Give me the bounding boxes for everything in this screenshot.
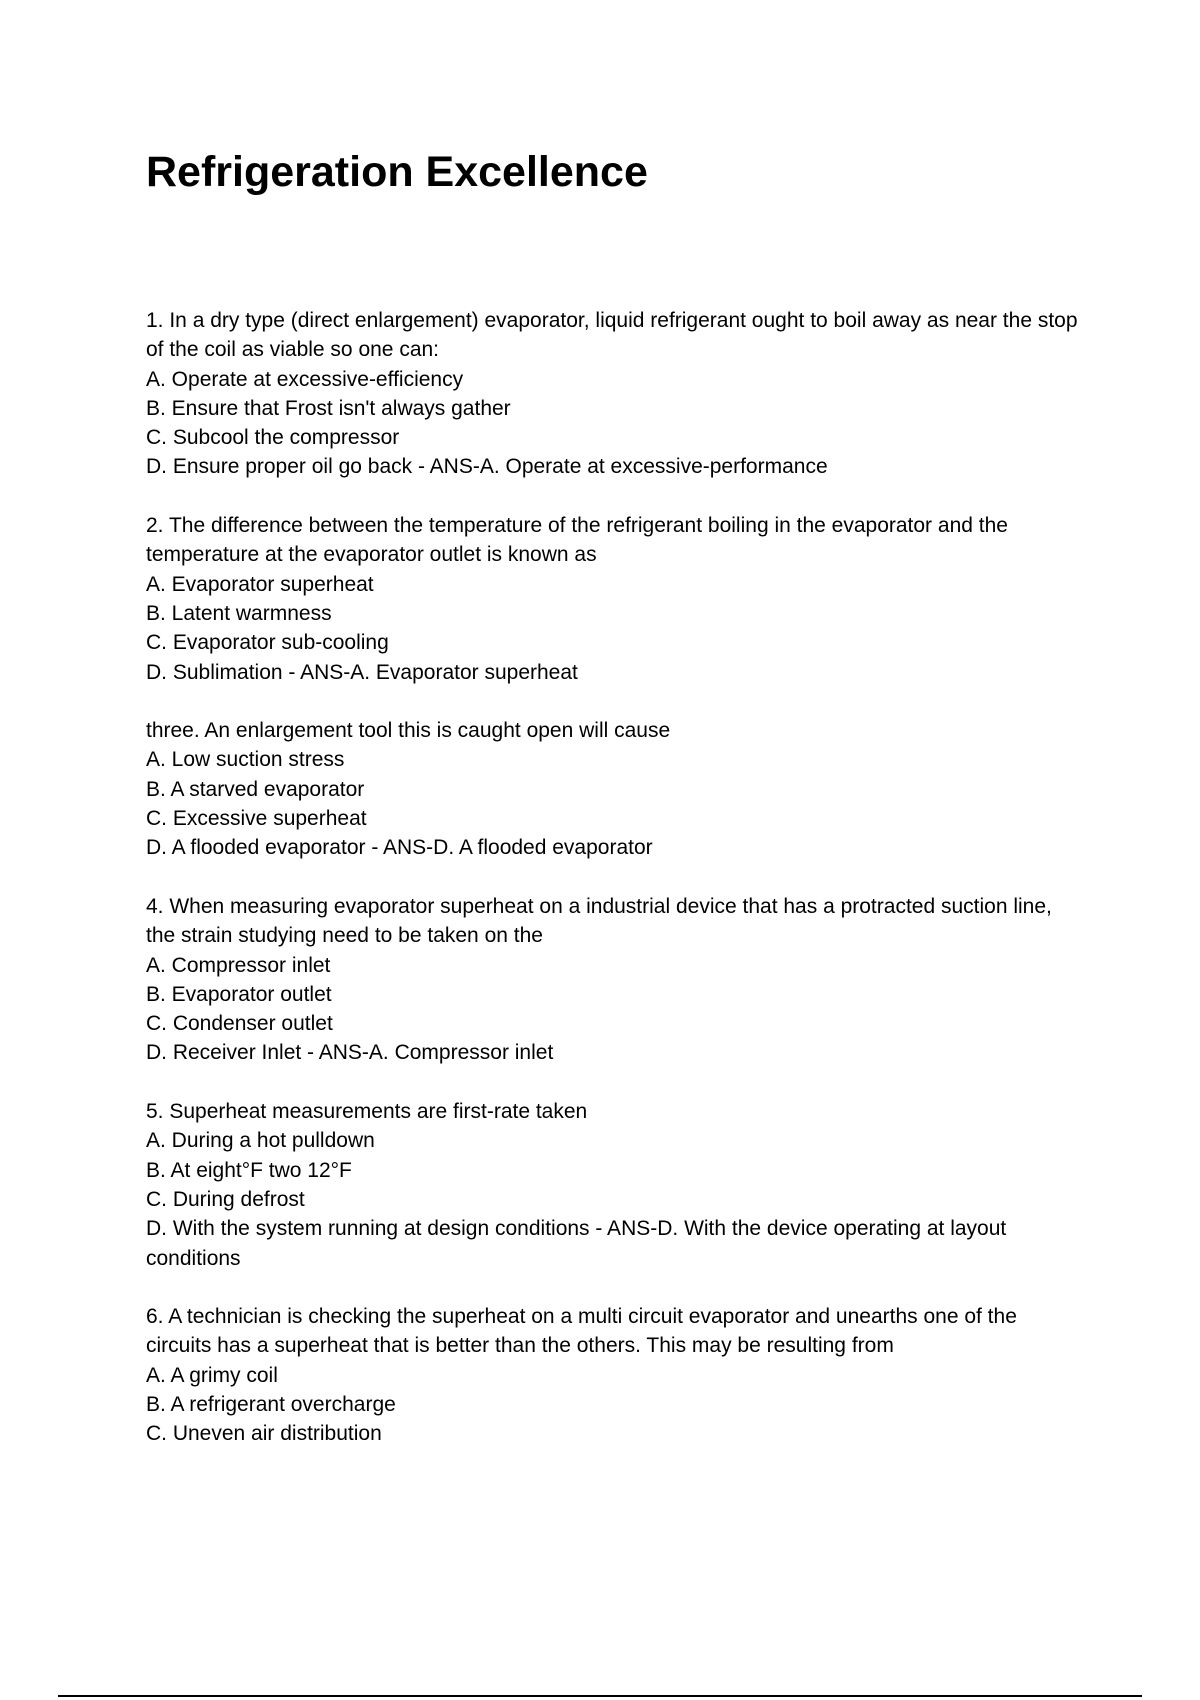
answer-option: A. Low suction stress xyxy=(146,748,345,772)
question-stem: 5. Superheat measurements are first-rate taken xyxy=(146,1100,588,1124)
question-6 xyxy=(146,1302,1086,1448)
question-stem: 2. The difference between the temperature of the refrigerant boiling in the evaporator and the temperature at the evaporator outlet is known as xyxy=(146,514,1008,567)
answer-option: A. Evaporator superheat xyxy=(146,572,374,596)
answer-option: A. During a hot pulldown xyxy=(146,1129,375,1153)
question-5 xyxy=(146,1097,1086,1273)
answer-option: C. Evaporator sub-cooling xyxy=(146,631,389,655)
answer-option: A. A grimy coil xyxy=(146,1363,278,1387)
answer-option: D. Receiver Inlet - ANS-A. Compressor inlet xyxy=(146,1041,554,1065)
answer-option: C. Excessive superheat xyxy=(146,807,367,831)
question-list xyxy=(146,306,1086,1478)
answer-option: C. Condenser outlet xyxy=(146,1012,333,1036)
question-stem: 4. When measuring evaporator superheat on a industrial device that has a protracted suction line, the strain studying need to be taken on the xyxy=(146,894,1052,948)
answer-option: B. At eight°F two 12°F xyxy=(146,1158,352,1182)
question-2 xyxy=(146,511,1086,687)
answer-option: B. Latent warmness xyxy=(146,601,332,625)
answer-option: A. Compressor inlet xyxy=(146,953,331,977)
answer-option: A. Operate at excessive-efficiency xyxy=(146,367,464,391)
document-title: Refrigeration Excellence xyxy=(146,148,648,196)
answer-option: B. Evaporator outlet xyxy=(146,982,332,1006)
footer-divider xyxy=(58,1695,1142,1697)
question-stem: 1. In a dry type (direct enlargement) evaporator, liquid refrigerant ought to boil away as near the stop of the coil as viable so one can: xyxy=(146,309,1078,362)
answer-option: C. During defrost xyxy=(146,1187,305,1211)
answer-option: B. A refrigerant overcharge xyxy=(146,1392,396,1416)
answer-option: D. A flooded evaporator - ANS-D. A flooded evaporator xyxy=(146,836,653,860)
answer-option: D. Sublimation - ANS-A. Evaporator superheat xyxy=(146,660,578,684)
answer-option: D. Ensure proper oil go back - ANS-A. Operate at excessive-performance xyxy=(146,455,828,479)
answer-option: C. Subcool the compressor xyxy=(146,426,400,450)
question-1 xyxy=(146,306,1086,482)
question-4 xyxy=(146,892,1086,1068)
question-3 xyxy=(146,716,1086,862)
answer-option: C. Uneven air distribution xyxy=(146,1422,382,1446)
question-stem: 6. A technician is checking the superheat on a multi circuit evaporator and unearths one of the circuits has a superheat that is better than the others. This may be resulting from xyxy=(146,1305,1017,1358)
answer-option: B. Ensure that Frost isn't always gather xyxy=(146,396,511,420)
question-stem: three. An enlargement tool this is caught open will cause xyxy=(146,719,671,743)
answer-option: B. A starved evaporator xyxy=(146,777,365,801)
answer-option: D. With the system running at design conditions - ANS-D. With the device operating at layout conditions xyxy=(146,1217,1007,1270)
